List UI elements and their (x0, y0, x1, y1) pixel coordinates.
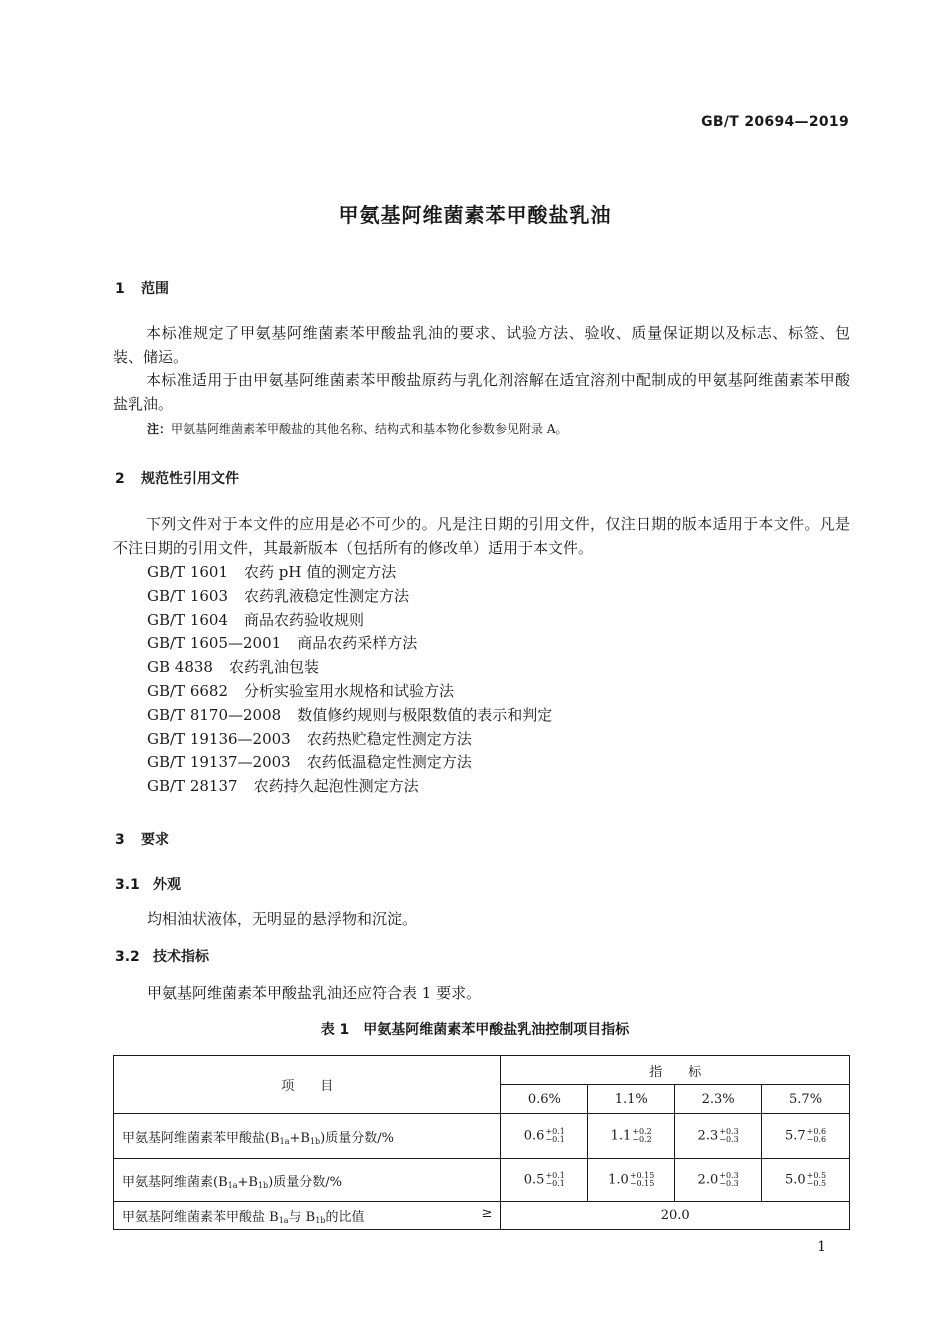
subsection-number: 3.1 (115, 877, 140, 893)
section-3-1-heading (115, 874, 181, 894)
tolerance (545, 1172, 564, 1188)
subsection-title: 外观 (153, 877, 181, 893)
grade-header: 1.1% (588, 1085, 675, 1114)
reference-item (147, 728, 552, 752)
standard-code: GB/T 20694—2019 (701, 114, 849, 130)
section-title: 范围 (141, 281, 169, 297)
value-cell (501, 1114, 588, 1159)
value-cell (762, 1159, 850, 1202)
label-part: +B (289, 1130, 310, 1146)
subscript: 1b (315, 1216, 326, 1225)
reference-code: GB/T 6682 (147, 681, 229, 700)
subscript: 1b (257, 1180, 269, 1190)
tolerance (719, 1128, 738, 1144)
tolerance-plus: +0.3 (719, 1127, 739, 1136)
subsection-title: 技术指标 (153, 949, 209, 965)
table-header-item: 项 目 (114, 1056, 501, 1114)
label-part: 与 B (288, 1210, 316, 1225)
tolerance-minus: −0.5 (806, 1179, 827, 1188)
reference-item (147, 751, 552, 775)
value-base: 5.7 (784, 1128, 806, 1144)
reference-title: 农药乳液稳定性测定方法 (244, 586, 410, 605)
tolerance-plus: +0.5 (806, 1171, 827, 1180)
grade-header: 5.7% (762, 1085, 850, 1114)
section-1-note (147, 420, 568, 437)
tolerance-minus: −0.15 (629, 1179, 655, 1188)
value-base: 5.0 (784, 1172, 806, 1188)
reference-code: GB/T 1605—2001 (147, 634, 282, 653)
section-2-paragraph-1: 下列文件对于本文件的应用是必不可少的。凡是注日期的引用文件，仅注日期的版本适用于本文件。凡是不注日期的引用文件，其最新版本（包括所有的修改单）适用于本文件。 (113, 515, 850, 557)
reference-code: GB/T 28137 (147, 777, 238, 796)
reference-item (147, 561, 552, 585)
reference-title: 农药持久起泡性测定方法 (253, 777, 419, 796)
value-cell (762, 1114, 850, 1159)
ratio-label (114, 1202, 501, 1230)
reference-title: 商品农药验收规则 (244, 610, 365, 629)
value-base: 2.0 (697, 1172, 719, 1188)
table-row (114, 1114, 850, 1159)
spec-table (113, 1055, 850, 1230)
ratio-value: 20.0 (501, 1202, 850, 1230)
reference-title: 数值修约规则与极限数值的表示和判定 (297, 705, 553, 724)
subscript: 1a (279, 1136, 290, 1146)
tolerance-plus: +0.1 (545, 1127, 565, 1136)
table-row (114, 1202, 850, 1230)
value-cell (675, 1159, 762, 1202)
reference-title: 商品农药采样方法 (297, 634, 418, 653)
label-part: 甲氨基阿维菌素(B (122, 1174, 228, 1190)
tolerance-plus: +0.15 (629, 1171, 655, 1180)
reference-item (147, 656, 552, 680)
tolerance (807, 1172, 826, 1188)
reference-item (147, 775, 552, 799)
reference-title: 分析实验室用水规格和试验方法 (244, 681, 455, 700)
reference-code: GB/T 1601 (147, 563, 229, 581)
value-base: 1.0 (608, 1172, 629, 1188)
tolerance-minus: −0.6 (806, 1135, 827, 1144)
reference-code: GB/T 1603 (147, 586, 229, 605)
reference-code: GB/T 8170—2008 (147, 705, 282, 724)
section-number: 3 (115, 832, 125, 848)
label-part: 甲氨基阿维菌素苯甲酸盐 B (122, 1210, 279, 1225)
table-caption: 表 1 甲氨基阿维菌素苯甲酸盐乳油控制项目指标 (320, 1022, 630, 1038)
tolerance-minus: −0.2 (632, 1135, 652, 1144)
tolerance-plus: +0.6 (806, 1127, 827, 1136)
normative-reference-list (147, 561, 552, 799)
tolerance (807, 1128, 826, 1144)
subscript: 1a (227, 1180, 238, 1190)
section-number: 2 (115, 471, 125, 487)
note-text: 甲氨基阿维菌素苯甲酸盐的其他名称、结构式和基本物化参数参见附录 A。 (171, 422, 568, 436)
tolerance-minus: −0.1 (545, 1135, 565, 1144)
reference-code: GB/T 19136—2003 (147, 729, 291, 748)
tolerance (630, 1172, 655, 1188)
reference-title: 农药热贮稳定性测定方法 (306, 729, 472, 748)
section-3-1-text: 均相油状液体，无明显的悬浮物和沉淀。 (147, 910, 418, 928)
tolerance-plus: +0.2 (632, 1127, 652, 1136)
reference-item (147, 704, 552, 728)
subsection-number: 3.2 (115, 949, 140, 965)
value-base: 1.1 (610, 1128, 632, 1144)
section-number: 1 (115, 281, 125, 297)
page-number: 1 (817, 1239, 826, 1255)
section-1-paragraph-2: 本标准适用于由甲氨基阿维菌素苯甲酸盐原药与乳化剂溶解在适宜溶剂中配制成的甲氨基阿维菌素苯甲酸盐乳油。 (113, 371, 850, 413)
label-part: )质量分数/% (320, 1130, 394, 1146)
tolerance-minus: −0.1 (545, 1179, 565, 1188)
reference-item (147, 632, 552, 656)
label-part: +B (237, 1174, 258, 1190)
label-part: 的比值 (325, 1210, 365, 1225)
label-part: )质量分数/% (268, 1174, 342, 1190)
reference-code: GB/T 1604 (147, 610, 229, 629)
geq-symbol: ≥ (481, 1206, 493, 1221)
grade-header: 2.3% (675, 1085, 762, 1114)
tolerance (545, 1128, 564, 1144)
section-title: 要求 (141, 832, 169, 848)
reference-item (147, 680, 552, 704)
section-3-2-text: 甲氨基阿维菌素苯甲酸盐乳油还应符合表 1 要求。 (147, 984, 482, 1002)
reference-item (147, 609, 552, 633)
tolerance-minus: −0.3 (719, 1179, 739, 1188)
section-1-paragraph-1: 本标准规定了甲氨基阿维菌素苯甲酸盐乳油的要求、试验方法、验收、质量保证期以及标志、标签、包装、储运。 (113, 324, 850, 366)
value-base: 0.6 (523, 1128, 545, 1144)
section-2-heading (115, 468, 239, 488)
value-cell (588, 1159, 675, 1202)
tolerance (632, 1128, 651, 1144)
document-title: 甲氨基阿维菌素苯甲酸盐乳油 (338, 203, 612, 227)
section-3-2-heading (115, 946, 209, 966)
value-cell (675, 1114, 762, 1159)
reference-title: 农药低温稳定性测定方法 (306, 753, 472, 772)
reference-title: 农药乳油包装 (228, 658, 319, 677)
reference-code: GB/T 19137—2003 (147, 753, 291, 772)
table-row (114, 1159, 850, 1202)
tolerance-plus: +0.1 (545, 1171, 565, 1180)
grade-header: 0.6% (501, 1085, 588, 1114)
value-base: 0.5 (523, 1172, 545, 1188)
reference-code: GB 4838 (147, 658, 213, 677)
value-cell (588, 1114, 675, 1159)
value-cell (501, 1159, 588, 1202)
subscript: 1a (278, 1216, 289, 1225)
tolerance (719, 1172, 738, 1188)
section-1-heading (115, 278, 169, 298)
subscript: 1b (309, 1136, 321, 1146)
section-title: 规范性引用文件 (141, 471, 239, 487)
note-label: 注： (147, 422, 172, 436)
section-3-heading (115, 829, 169, 849)
tolerance-plus: +0.3 (719, 1171, 739, 1180)
row-label (114, 1114, 501, 1159)
reference-title: 农药 pH 值的测定方法 (244, 563, 397, 581)
label-part: 甲氨基阿维菌素苯甲酸盐(B (122, 1130, 280, 1146)
row-label (114, 1159, 501, 1202)
value-base: 2.3 (697, 1128, 719, 1144)
tolerance-minus: −0.3 (719, 1135, 739, 1144)
table-header-index: 指 标 (501, 1056, 850, 1085)
reference-item (147, 585, 552, 609)
